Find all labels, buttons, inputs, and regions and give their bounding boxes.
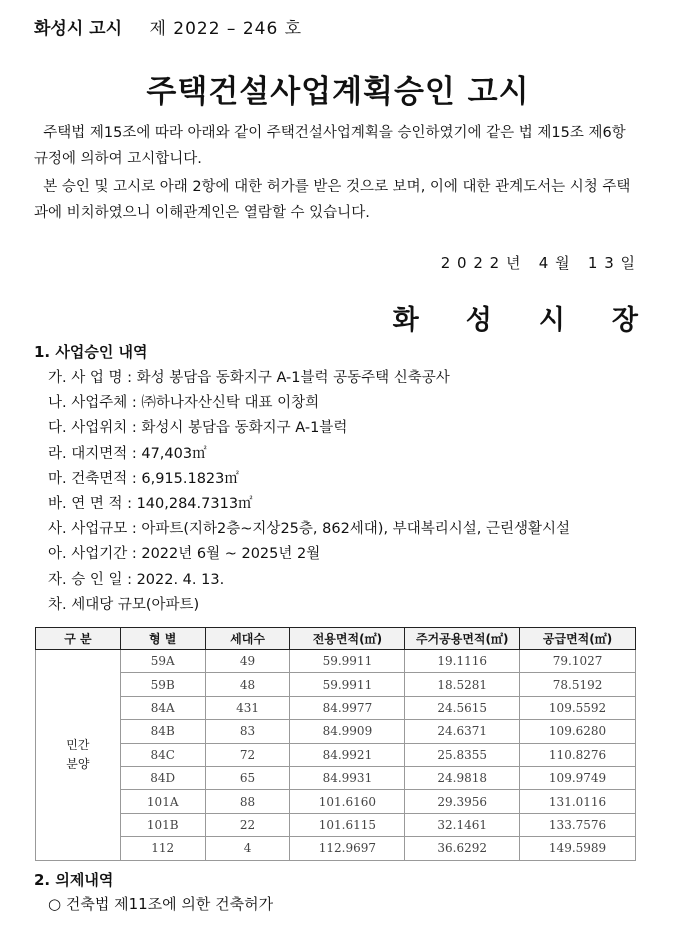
table-cell: 110.8276	[520, 743, 636, 766]
table-cell: 48	[205, 673, 290, 696]
column-header: 전용면적(㎡)	[290, 628, 405, 650]
column-header: 주거공용면적(㎡)	[405, 628, 520, 650]
detail-item: 나. 사업주체 : ㈜하나자산신탁 대표 이창희	[48, 395, 320, 412]
table-cell: 84.9977	[290, 696, 405, 719]
table-cell: 84C	[120, 743, 205, 766]
table-cell: 32.1461	[405, 813, 520, 836]
column-header: 형 별	[120, 628, 205, 650]
column-header: 세대수	[205, 628, 290, 650]
table-cell: 24.5615	[405, 696, 520, 719]
table-cell: 72	[205, 743, 290, 766]
detail-item: 바. 연 면 적 : 140,284.7313㎡	[48, 495, 253, 512]
table-row	[36, 743, 636, 766]
column-header: 공급면적(㎡)	[520, 628, 636, 650]
table-cell: 59.9911	[290, 673, 405, 696]
approval-details-list	[48, 366, 570, 618]
table-row	[36, 813, 636, 836]
table-cell: 79.1027	[520, 650, 636, 673]
table-cell: 101.6160	[290, 790, 405, 813]
table-cell: 36.6292	[405, 837, 520, 860]
table-cell: 59.9911	[290, 650, 405, 673]
notice-paragraph: 본 승인 및 고시로 아래 2항에 대한 허가를 받은 것으로 보며, 이에 대한 관계도서는 시청 주택과에 비치하였으니 이해관계인은 열람할 수 있습니다.	[34, 179, 631, 221]
table-cell: 109.5592	[520, 696, 636, 719]
table-cell: 4	[205, 837, 290, 860]
table-cell: 101.6115	[290, 813, 405, 836]
table-header-row	[36, 628, 636, 650]
table-cell: 49	[205, 650, 290, 673]
table-cell: 109.9749	[520, 766, 636, 789]
table-cell: 149.5989	[520, 837, 636, 860]
table-cell: 88	[205, 790, 290, 813]
table-cell: 133.7576	[520, 813, 636, 836]
notice-number: 제 2022 – 246 호	[149, 19, 303, 39]
detail-item: 차. 세대당 규모(아파트)	[48, 596, 200, 613]
deemed-permit-item: ○ 건축법 제11조에 의한 건축허가	[48, 895, 274, 913]
detail-item: 가. 사 업 명 : 화성 봉담읍 동화지구 A-1블럭 공동주택 신축공사	[48, 370, 450, 386]
table-row	[36, 673, 636, 696]
detail-item: 마. 건축면적 : 6,915.1823㎡	[48, 470, 239, 487]
table-cell: 25.8355	[405, 743, 520, 766]
unit-size-table	[35, 627, 636, 861]
mayor-signature: 화 성 시 장	[392, 305, 638, 336]
notice-header	[34, 14, 302, 39]
table-cell: 112.9697	[290, 837, 405, 860]
table-cell: 59B	[120, 673, 205, 696]
detail-item: 다. 사업위치 : 화성시 봉담읍 동화지구 A-1블럭	[48, 420, 348, 437]
table-row	[36, 720, 636, 743]
document-title: 주택건설사업계획승인 고시	[146, 74, 530, 110]
table-cell: 22	[205, 813, 290, 836]
table-cell: 18.5281	[405, 673, 520, 696]
detail-item: 자. 승 인 일 : 2022. 4. 13.	[48, 571, 225, 588]
table-cell: 84D	[120, 766, 205, 789]
table-cell: 24.9818	[405, 766, 520, 789]
category-cell: 민간 분양	[36, 650, 121, 861]
table-cell: 112	[120, 837, 205, 860]
table-cell: 101B	[120, 813, 205, 836]
notice-date: 2 0 2 2 년 4 월 1 3 일	[440, 254, 636, 272]
table-cell: 84A	[120, 696, 205, 719]
detail-item: 사. 사업규모 : 아파트(지하2층~지상25층, 862세대), 부대복리시설, 근린생활시설	[48, 521, 570, 538]
table-cell: 101A	[120, 790, 205, 813]
table-cell: 83	[205, 720, 290, 743]
table-row	[36, 766, 636, 789]
table-cell: 78.5192	[520, 673, 636, 696]
section-2-heading: 2. 의제내역	[34, 871, 114, 889]
section-1-heading: 1. 사업승인 내역	[34, 343, 148, 361]
table-cell: 59A	[120, 650, 205, 673]
detail-item: 라. 대지면적 : 47,403㎡	[48, 445, 207, 462]
table-cell: 84.9909	[290, 720, 405, 743]
table-cell: 65	[205, 766, 290, 789]
table-cell: 131.0116	[520, 790, 636, 813]
table-cell: 109.6280	[520, 720, 636, 743]
intro-paragraph: 주택법 제15조에 따라 아래와 같이 주택건설사업계획을 승인하였기에 같은 법 제15조 제6항 규정에 의하여 고시합니다.	[34, 125, 626, 167]
table-cell: 24.6371	[405, 720, 520, 743]
table-row	[36, 837, 636, 860]
table-row	[36, 790, 636, 813]
detail-item: 아. 사업기간 : 2022년 6월 ~ 2025년 2월	[48, 546, 321, 563]
table-cell: 84.9921	[290, 743, 405, 766]
table-cell: 29.3956	[405, 790, 520, 813]
table-cell: 84.9931	[290, 766, 405, 789]
table-row	[36, 650, 636, 673]
table-cell: 84B	[120, 720, 205, 743]
table-row	[36, 696, 636, 719]
table-cell: 19.1116	[405, 650, 520, 673]
column-header: 구 분	[36, 628, 121, 650]
city-notice-label: 화성시 고시	[34, 19, 123, 39]
table-cell: 431	[205, 696, 290, 719]
